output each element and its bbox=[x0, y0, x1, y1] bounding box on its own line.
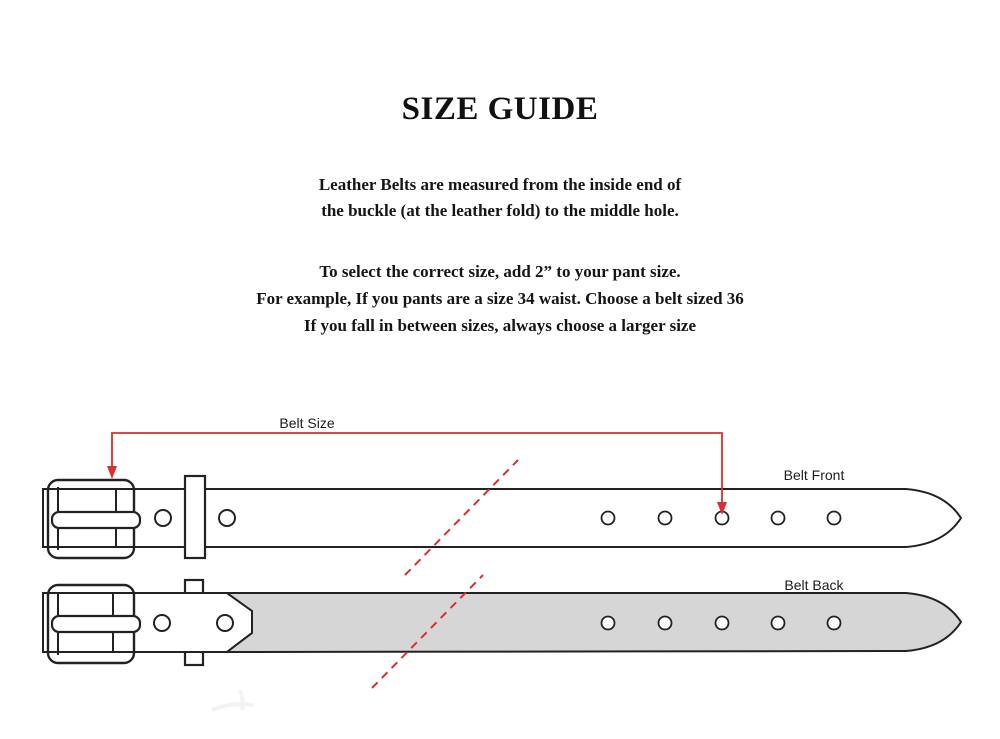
buckle-prong bbox=[52, 512, 140, 528]
sizing-instructions-line1: To select the correct size, add 2” to your pant size. bbox=[319, 262, 681, 281]
belt-buckle-hole bbox=[154, 615, 170, 631]
page-title: SIZE GUIDE bbox=[401, 91, 599, 127]
measurement-note-line1: Leather Belts are measured from the inside end of bbox=[318, 175, 682, 194]
belt-hole bbox=[602, 617, 615, 630]
buckle-prong bbox=[52, 616, 140, 632]
belt-back-strap bbox=[227, 593, 961, 652]
belt-buckle-hole bbox=[219, 510, 235, 526]
belt-back-label: Belt Back bbox=[784, 577, 844, 593]
belt-hole bbox=[772, 617, 785, 630]
belt-front-label: Belt Front bbox=[783, 467, 845, 483]
belt-hole bbox=[772, 512, 785, 525]
belt-keeper-loop bbox=[185, 476, 205, 558]
arrowhead-buckle-icon bbox=[107, 466, 117, 479]
belt-hole bbox=[602, 512, 615, 525]
belt-size-label: Belt Size bbox=[279, 415, 335, 431]
belt-buckle-hole bbox=[155, 510, 171, 526]
sizing-instructions-line3: If you fall in between sizes, always choose a larger size bbox=[303, 316, 697, 335]
faint-watermark bbox=[212, 690, 254, 710]
belt-hole bbox=[716, 617, 729, 630]
measurement-note-line2: the buckle (at the leather fold) to the middle hole. bbox=[321, 201, 679, 220]
belt-hole bbox=[659, 512, 672, 525]
belt-front-diagram bbox=[43, 476, 961, 558]
belt-hole bbox=[828, 617, 841, 630]
belt-front-strap bbox=[43, 489, 961, 547]
belt-hole bbox=[659, 617, 672, 630]
belt-buckle-hole bbox=[217, 615, 233, 631]
sizing-instructions-line2: For example, If you pants are a size 34 waist. Choose a belt sized 36 bbox=[256, 289, 744, 308]
belt-hole bbox=[828, 512, 841, 525]
